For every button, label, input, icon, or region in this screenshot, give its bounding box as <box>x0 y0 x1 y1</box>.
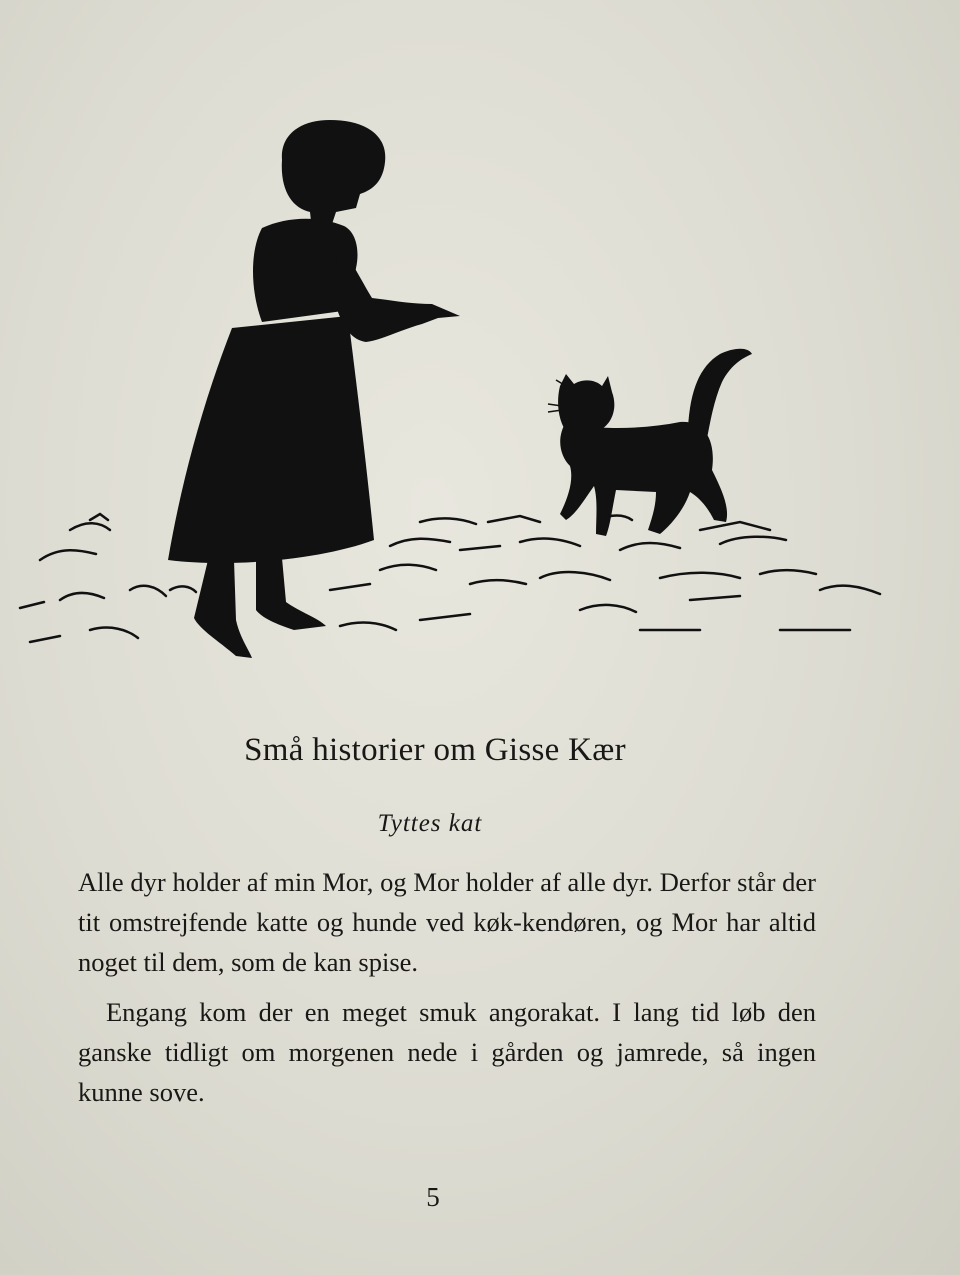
silhouette-illustration <box>0 90 960 680</box>
story-body <box>78 862 816 1112</box>
story-collection-title: Små historier om Gisse Kær <box>244 732 626 768</box>
page-number: 5 <box>426 1182 440 1212</box>
cat-silhouette-icon <box>548 349 752 536</box>
paragraph: Engang kom der en meget smuk angorakat. I lang tid løb den ganske tidligt om morgenen nede i gården og jamrede, så ingen kunne sove. <box>78 997 816 1107</box>
girl-silhouette-icon <box>168 120 460 658</box>
story-title: Tyttes kat <box>377 810 483 837</box>
paragraph: Alle dyr holder af min Mor, og Mor holder af alle dyr. Derfor står der tit omstrejfende katte og hunde ved køk-kendøren, og Mor har altid noget til dem, som de kan spise. <box>78 867 816 977</box>
ground-scribbles <box>20 514 880 642</box>
